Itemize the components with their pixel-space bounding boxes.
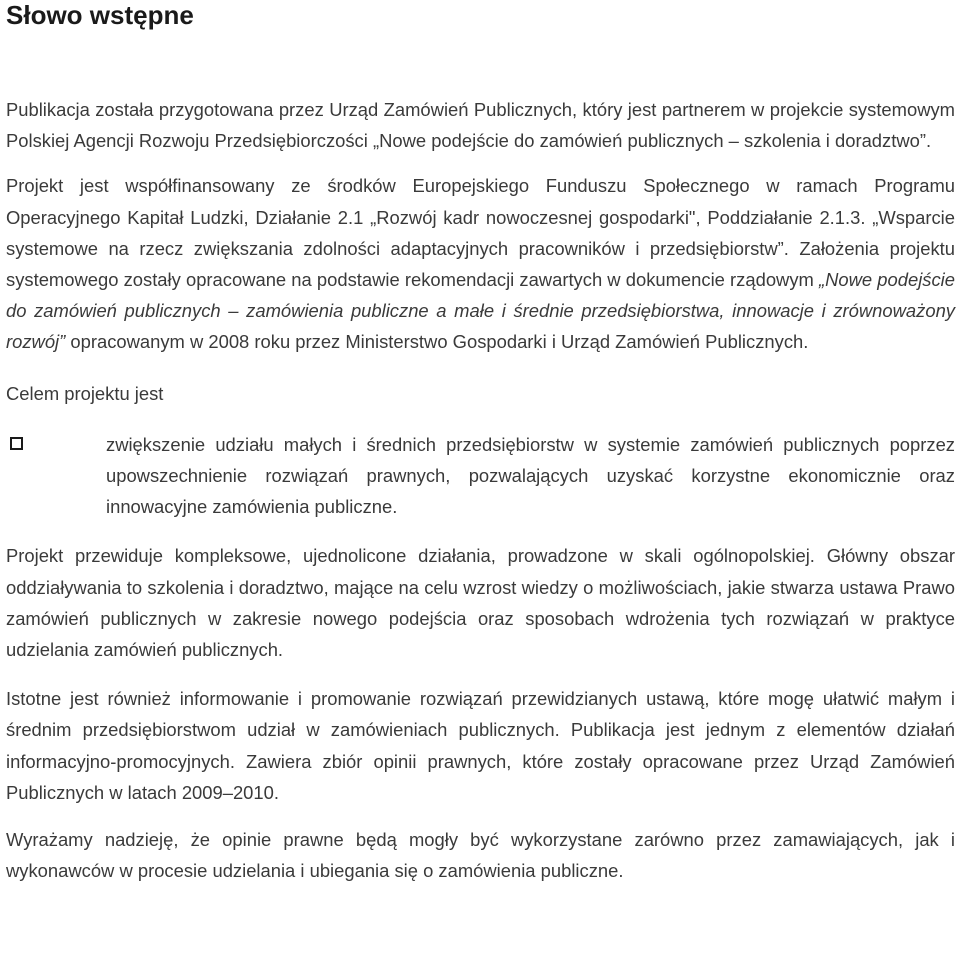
- cofinancing-text: Projekt jest współfinansowany ze środków Europejskiego Funduszu Społecznego w ramach Programu Operacyjnego Kapitał Ludzki, Działanie 2.1 „Rozwój kadr nowoczesnej gospodarki", Poddziałanie 2.1.3. „Wsparcie systemowe na rzecz zwiększania zdolności adaptacyjnych pracowników i przedsiębiorstw”. Założenia projektu systemowego zostały opracowane na podstawie rekomendacji zawartych w dokumencie rządowym: [6, 175, 955, 291]
- document-title-italic: „Nowe podejście do zamówień publicznych – zamówienia publiczne a małe i średnie przedsiębiorstwa, innowacje i zrównoważony rozwój”: [6, 269, 955, 353]
- page-title: Słowo wstępne: [6, 0, 194, 30]
- goal-list-item-text: zwiększenie udziału małych i średnich przedsiębiorstw w systemie zamówień publicznych poprzez upowszechnienie rozwiązań prawnych, pozwalających uzyskać korzystne ekonomicznie oraz innowacyjne zamówienia publiczne.: [106, 433, 955, 518]
- cofinancing-paragraph: [6, 170, 955, 357]
- goal-list-item: [6, 429, 955, 523]
- promotion-paragraph: Istotne jest również informowanie i promowanie rozwiązań przewidzianych ustawą, które mogę ułatwić małym i średnim przedsiębiorstwom udział w zamówieniach publicznych. Publikacja jest jednym z elementów działań informacyjno-promocyjnych. Zawiera zbiór opinii prawnych, które zostały opracowane przez Urząd Zamówień Publicznych w latach 2009–2010.: [6, 688, 955, 803]
- checkbox-square-icon: [10, 437, 23, 450]
- document-page: [6, 0, 955, 886]
- project-scope-paragraph: Projekt przewiduje kompleksowe, ujednolicone działania, prowadzone w skali ogólnopolskiej. Główny obszar oddziaływania to szkolenia i doradztwo, mające na celu wzrost wiedzy o możliwościach, jakie stwarza ustawa Prawo zamówień publicznych w zakresie nowego podejścia oraz sposobach wdrożenia tych rozwiązań w praktyce udzielania zamówień publicznych.: [6, 545, 955, 661]
- goal-intro-paragraph: Celem projektu jest: [6, 382, 164, 404]
- intro-paragraph: Publikacja została przygotowana przez Urząd Zamówień Publicznych, który jest partnerem w projekcie systemowym Polskiej Agencji Rozwoju Przedsiębiorczości „Nowe podejście do zamówień publicznych – szkolenia i doradztwo”.: [6, 99, 955, 152]
- closing-paragraph: Wyrażamy nadzieję, że opinie prawne będą mogły być wykorzystane zarówno przez zamawiających, jak i wykonawców w procesie udzielania i ubiegania się o zamówienia publiczne.: [6, 829, 955, 882]
- cofinancing-text-end: opracowanym w 2008 roku przez Ministerstwo Gospodarki i Urząd Zamówień Publicznych.: [65, 331, 809, 353]
